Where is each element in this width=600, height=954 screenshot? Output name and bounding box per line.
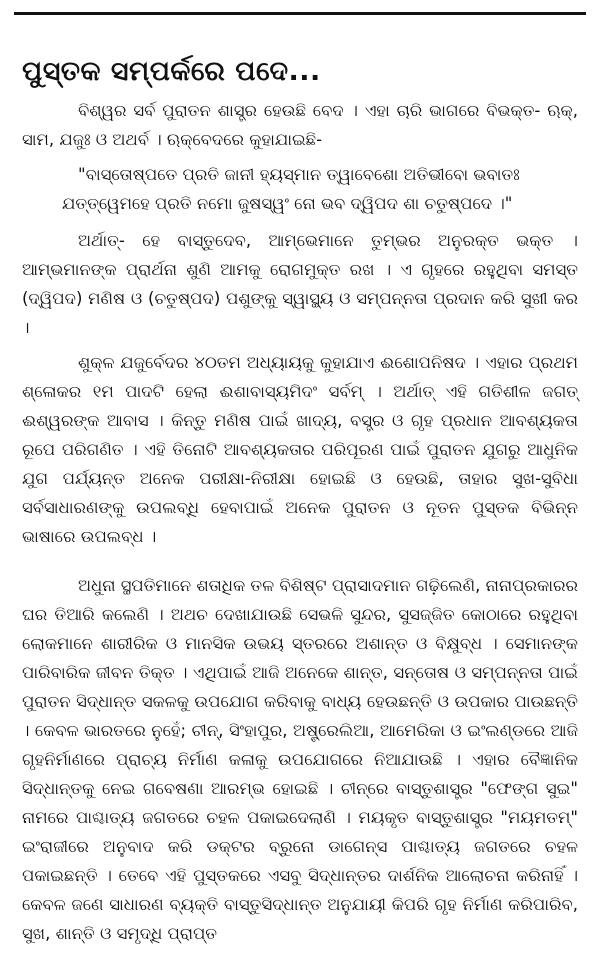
paragraph-meaning: ଅର୍ଥାତ୍‌- ହେ ବାସ୍ତୁଦେବ, ଆମ୍ଭେମାନେ ତୁମ୍ଭର ଅନୁରକ୍ତ ଭକ୍ତ । ଆମ୍ଭମାନଙ୍କ ପ୍ରାର୍ଥନା ଶୁଣି ଆମକୁ ରୋଗମୁକ୍ତ ରଖ । ଏ ଗୃହରେ ରହୁଥିବା ସମସ୍ତ (ଦ୍ୱିପଦ) ମଣିଷ ଓ (ଚତୁଷ୍ପଦ) ପଶୁଙ୍କୁ ସ୍ୱାସ୍ଥ୍ୟ ଓ ସମ୍ପନ୍ନତା ପ୍ରଦାନ କରି ସୁଖୀ କର । [22, 231, 578, 337]
top-rule-divider [14, 12, 586, 15]
paragraph-intro: ବିଶ୍ୱର ସର୍ବ ପୁରାତନ ଶାସ୍ତ୍ର ହେଉଛି ବେଦ । ଏହା ଚାରି ଭାଗରେ ବିଭକ୍ତ- ଋକ୍‌, ସାମ, ଯଜୁଃ ଓ ଅଥର୍ବ । ଋକ୍‌ବେଦରେ କୁହାଯାଇଛି- [22, 101, 578, 149]
sanskrit-quote: "ବାସ୍ତୋଷ୍ପତେ ପ୍ରତି ଜାନୀ ହ୍ୟସ୍ମାନ ତ୍ୱାବେଶୋ ଅତିଭୀବୋ ଭବାତଃ ଯତ୍‌ତ୍ୱେମହେ ପ୍ରତି ନମୋ ଜୁଷସ୍ୱଂ ନୋ ଭବ ଦ୍ୱିପଦ ଶା ଚତୁଷ୍ପଦେ ।" [62, 165, 520, 213]
body-text [22, 96, 578, 954]
paragraph-upanishad: ଶୁକ୍ଳ ଯଜୁର୍ବେଦର ୪୦ତମ ଅଧ୍ୟାୟକୁ କୁହାଯାଏ ଈଶୋପନିଷଦ । ଏହାର ପ୍ରଥମ ଶ୍ଳୋକର ୧ମ ପାଦଟି ହେଲା ଈଶାବାସ୍ୟମିଦଂ ସର୍ବମ୍‌ । ଅର୍ଥାତ୍‌ ଏହି ଗତିଶୀଳ ଜଗତ୍‌ ଈଶ୍ୱରଙ୍କ ଆବାସ । କିନ୍ତୁ ମଣିଷ ପାଇଁ ଖାଦ୍ୟ, ବସ୍ତ୍ର ଓ ଗୃହ ପ୍ରଧାନ ଆବଶ୍ୟକତା ରୂପେ ପରିଗଣିତ । ଏହି ତିନୋଟି ଆବଶ୍ୟକତାର ପରିପୂରଣ ପାଇଁ ପୁରାତନ ଯୁଗରୁ ଆଧୁନିକ ଯୁଗ ପର୍ଯ୍ୟନ୍ତ ଅନେକ ପରୀକ୍ଷା-ନିରୀକ୍ଷା ହୋଇଛି ଓ ହେଉଛି, ତାହାର ସୁଖ-ସୁବିଧା ସର୍ବସାଧାରଣଙ୍କୁ ଉପଲବ୍ଧି ହେବାପାଇଁ ଅନେକ ପୁରାତନ ଓ ନୂତନ ପୁସ୍ତକ ବିଭିନ୍ନ ଭାଷାରେ ଉପଲବ୍ଧ । [22, 353, 578, 546]
paragraph-modern: ଅଧୁନା ସ୍ଥପତିମାନେ ଶତାଧିକ ତଳ ବିଶିଷ୍ଟ ପ୍ରାସାଦମାନ ଗଢ଼ିଲେଣି, ନାନାପ୍ରକାରର ଘର ତିଆରି କଲେଣି । ଅଥଚ ଦେଖାଯାଉଛି ସେଭଳି ସୁନ୍ଦର, ସୁସଜ୍ଜିତ କୋଠାରେ ରହୁଥିବା ଲୋକମାନେ ଶାରୀରିକ ଓ ମାନସିକ ଉଭୟ ସ୍ତରରେ ଅଶାନ୍ତ ଓ ବିକ୍ଷୁବ୍ଧ । ସେମାନଙ୍କ ପାରିବାରିକ ଜୀବନ ତିକ୍ତ । ଏଥିପାଇଁ ଆଜି ଅନେକେ ଶାନ୍ତ, ସନ୍ତୋଷ ଓ ସମ୍ପନ୍ନତା ପାଇଁ ପୁରାତନ ସିଦ୍ଧାନ୍ତ ସକଳକୁ ଉପଯୋଗ କରିବାକୁ ବାଧ୍ୟ ହେଉଛନ୍ତି ଓ ଉପକାର ପାଉଛନ୍ତି । କେବଳ ଭାରତରେ ନୁହେଁ; ଚୀନ୍‌, ସିଂହାପୁର, ଅଷ୍ଟ୍ରେଲିଆ, ଆମେରିକା ଓ ଇଂଲଣ୍ଡରେ ଆଜି ଗୃହନିର୍ମାଣରେ ପ୍ରାଚ୍ୟ ନିର୍ମାଣ କଳାକୁ ଉପଯୋଗରେ ନିଆଯାଉଛି । ଏହାର ବୈଜ୍ଞାନିକ ସିଦ୍ଧାନ୍ତକୁ ନେଇ ଗବେଷଣା ଆରମ୍ଭ ହୋଇଛି । ଚୀନ୍‌ରେ ବାସ୍ତୁଶାସ୍ତ୍ର "ଫେଙ୍ଗ ସୁଇ" ନାମରେ ପାଶ୍ଚାତ୍ୟ ଜଗତରେ ଚହଳ ପକାଇଦେଲାଣି । ମୟକୃତ ବାସ୍ତୁଶାସ୍ତ୍ର "ମୟମତମ୍‌" ଇଂରାଜୀରେ ଅନୁବାଦ କରି ଡକ୍ଟର ବ୍ରୁନୋ ଡାଗେନ୍‌ସ ପାଶ୍ଚାତ୍ୟ ଜଗତରେ ଚହଳ ପକାଇଛନ୍ତି । ତେବେ ଏହି ପୁସ୍ତକରେ ଏସବୁ ସିଦ୍ଧାନ୍ତର ଦାର୍ଶନିକ ଆଲୋଚନା କରିନାହିଁ । କେବଳ ଜଣେ ସାଧାରଣ ବ୍ୟକ୍ତି ବାସ୍ତୁସିଦ୍ଧାନ୍ତ ଅନୁଯାୟୀ କିପରି ଗୃହ ନିର୍ମାଣ କରିପାରିବ, ସୁଖ, ଶାନ୍ତି ଓ ସମୃଦ୍ଧି ପ୍ରାପ୍ତ [22, 576, 578, 943]
section-heading: ପୁସ୍ତକ ସମ୍ପର୍କରେ ପଦେ... [22, 56, 321, 87]
